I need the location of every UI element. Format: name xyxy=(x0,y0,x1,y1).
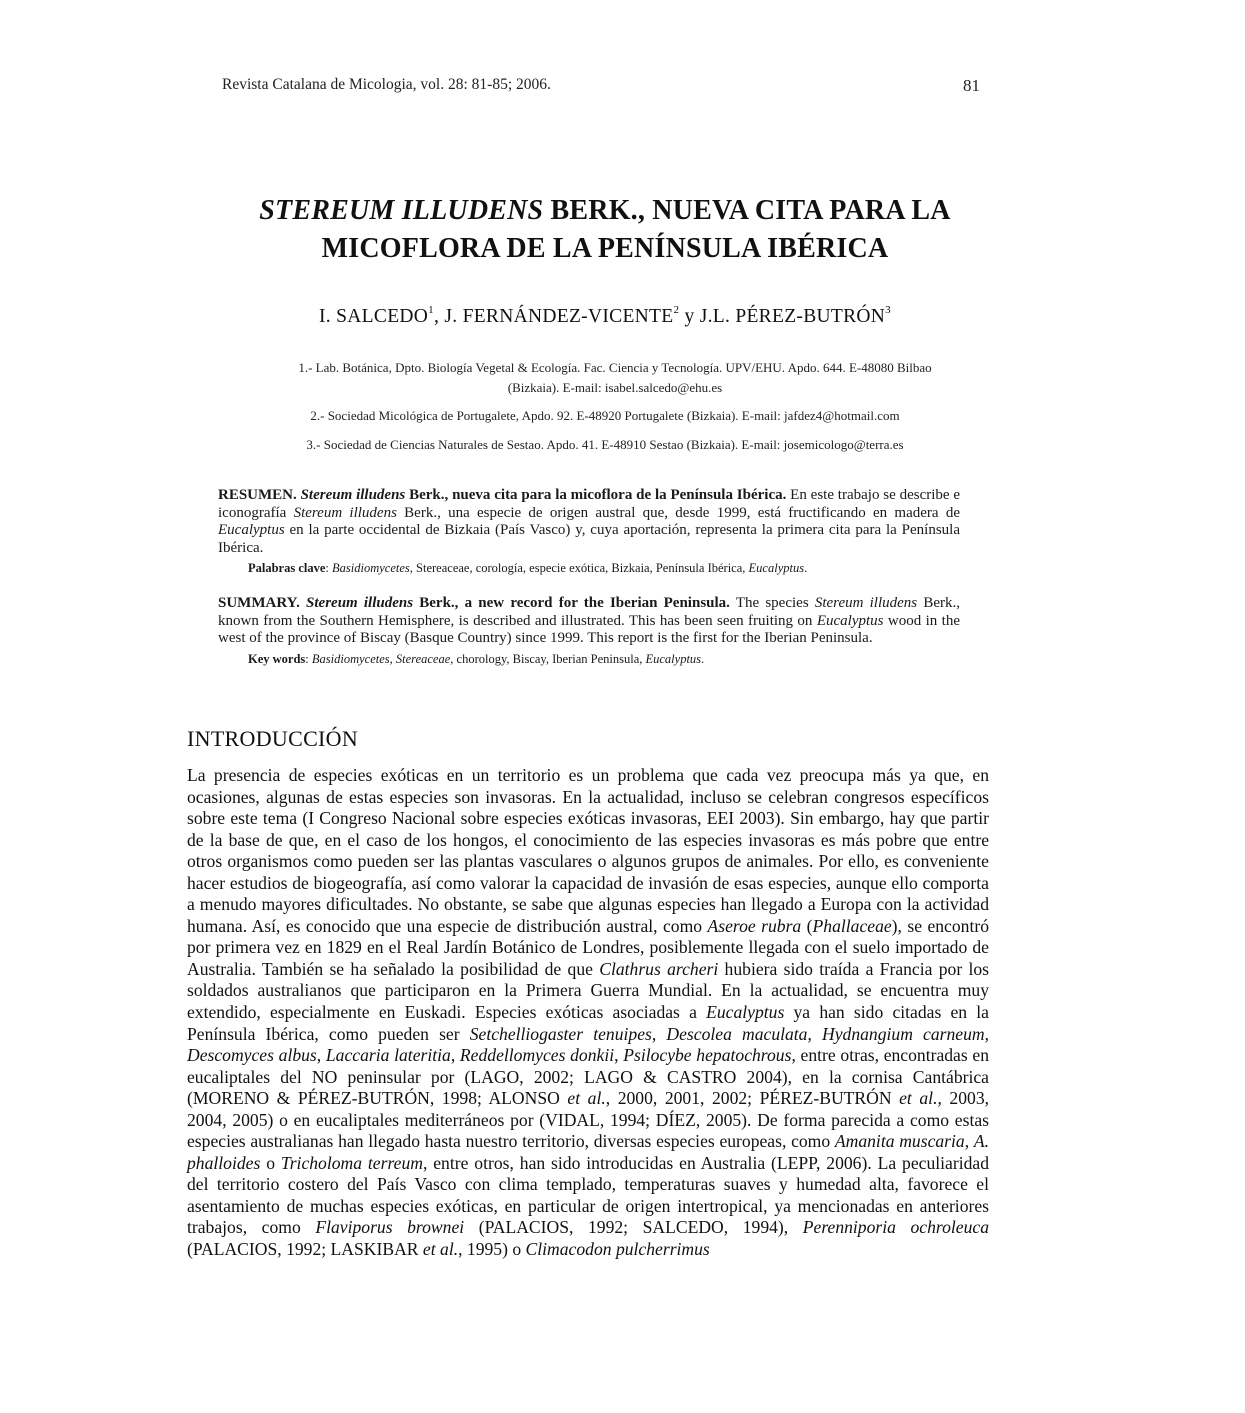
species-name: Clathrus archeri xyxy=(599,958,719,979)
intro-text: o xyxy=(260,1152,281,1173)
palabras-clave-label: Palabras clave xyxy=(248,561,326,575)
author-3-affil-mark: 3 xyxy=(885,304,891,316)
title-species: STEREUM ILLUDENS xyxy=(259,195,544,226)
affiliation-2: 2.- Sociedad Micológica de Portugalete, Apdo. 92. E-48920 Portugalete (Bizkaia). E-mail: jafdez4@hotmail.com xyxy=(310,408,900,423)
intro-text: , entre otras, encontradas en eucaliptales del NO peninsular por (LAGO, 2002; LAGO & CASTRO 2004), en la cornisa Cantábrica (MORENO & PÉREZ-BUTRÓN, 1998; ALONSO xyxy=(187,1045,990,1109)
intro-text: La presencia de especies exóticas en un territorio es un problema que cada vez preocupa más ya que, en ocasiones, algunas de estas especies son invasoras. En la actualidad, incluso se celebran congresos específicos sobre este tema (I Congreso Nacional sobre especies exóticas invasoras, EEI 2003). Sin embargo, hay que partir de la base de que, en el caso de los hongos, el conocimiento de las especies invasoras es más pobre que entre otros organismos como pueden ser las plantas vasculares o algunos grupos de animales. Por ello, es conveniente hacer estudios de biogeografía, así como valorar la capacidad de invasión de esas especies, aunque ello comporta a menudo mayores dificultades. No obstante, se sabe que algunas especies han llegado a Europa con la actividad humana. Así, es conocido que una especie de distribución austral, como xyxy=(187,765,989,936)
intro-text: , entre otros, han sido introducidas en Australia (LEPP, 2006). La peculiaridad del territorio costero del País Vasco con clima templado, temperaturas suaves y humedad alta, favorece el asentamiento de muchas especies exóticas, en particular de origen intertropical, ya mencionadas en anteriores trabajos, como xyxy=(187,1152,989,1238)
affiliation-1 xyxy=(255,358,975,398)
palabras-clave-mid: , Stereaceae, corología, especie exótica, Bizkaia, Península Ibérica, xyxy=(409,561,749,575)
resumen-text-1: En este trabajo se describe e iconografía xyxy=(218,487,961,521)
summary-text-1: The species xyxy=(729,595,815,611)
species-name: A. phalloides xyxy=(187,1131,989,1173)
resumen-text-3: en la parte occidental de Bizkaia (País Vasco) y, cuya aportación, representa la primera cita para la Península Ibérica. xyxy=(218,522,960,556)
affiliation-1-line2: (Bizkaia). E-mail: isabel.salcedo@ehu.es xyxy=(507,380,723,395)
species-name: Psilocybe hepatochrous xyxy=(623,1045,792,1066)
palabras-clave xyxy=(218,560,960,578)
palabras-clave-end: . xyxy=(804,561,808,575)
et-al: et al. xyxy=(567,1088,606,1109)
species-name: Setchelliogaster tenuipes xyxy=(469,1023,652,1044)
intro-text: ya han sido citadas en la Península Ibérica, como pueden ser xyxy=(187,1002,989,1044)
resumen-title-species: Stereum illudens xyxy=(300,487,406,503)
intro-text: , xyxy=(964,1131,974,1152)
resumen-block xyxy=(218,487,960,578)
journal-citation: Revista Catalana de Micologia, vol. 28: 81-85; 2006. xyxy=(222,76,551,93)
resumen-paragraph xyxy=(218,487,960,557)
palabras-clave-1: Basidiomycetes xyxy=(332,561,410,575)
summary-species: Stereum illudens xyxy=(814,595,918,611)
summary-label: SUMMARY. xyxy=(218,595,300,611)
species-name: Hydnangium carneum xyxy=(822,1023,985,1044)
introduccion-paragraph xyxy=(187,765,989,1261)
intro-text: , 2003, 2004, 2005) o en eucaliptales mediterráneos por (VIDAL, 1994; DÍEZ, 2005). De forma parecida a como estas especies australianas han llegado hasta nuestro territorio, diversas especies europeas, como xyxy=(187,1088,990,1152)
author-list xyxy=(180,304,1030,328)
summary-text-3: wood in the west of the province of Biscay (Basque Country) since 1999. This report is the first for the Iberian Peninsula. xyxy=(218,612,960,646)
intro-text: , xyxy=(651,1023,667,1044)
paper-title xyxy=(180,192,1030,268)
key-words-colon: : xyxy=(305,651,312,666)
resumen-label: RESUMEN. xyxy=(218,487,297,503)
intro-text: , xyxy=(984,1023,990,1044)
summary-paragraph xyxy=(218,595,960,648)
palabras-clave-2: Eucalyptus xyxy=(748,561,805,575)
intro-text: , xyxy=(450,1045,460,1066)
intro-text: , xyxy=(316,1045,326,1066)
species-name: Phallaceae xyxy=(812,915,892,936)
summary-text-2: Berk., known from the Southern Hemisphere, is described and illustrated. This has been seen fruiting on xyxy=(218,595,960,629)
intro-text: hubiera sido traída a Francia por los soldados australianos que participaron en la Primera Guerra Mundial. En la actualidad, se encuentra muy extendido, especialmente en Euskadi. Especies exóticas asociadas a xyxy=(187,958,989,1023)
author-2: , J. FERNÁNDEZ-VICENTE xyxy=(433,306,674,327)
et-al: et al. xyxy=(422,1239,459,1260)
species-name: Descolea maculata xyxy=(666,1023,808,1044)
affiliation-3: 3.- Sociedad de Ciencias Naturales de Sestao. Apdo. 41. E-48910 Sestao (Bizkaia). E-mail: josemicologo@terra.es xyxy=(306,437,904,452)
species-name: Reddellomyces donkii xyxy=(459,1045,615,1066)
intro-text: , 2000, 2001, 2002; PÉREZ-BUTRÓN xyxy=(605,1088,900,1109)
resumen-title-rest: Berk., nueva cita para la micoflora de la Península Ibérica. xyxy=(405,487,787,503)
species-name: Laccaria lateritia xyxy=(325,1045,451,1066)
author-2-affil-mark: 2 xyxy=(673,304,680,316)
species-name: Flaviporus brownei xyxy=(315,1217,465,1238)
title-line2: MICOFLORA DE LA PENÍNSULA IBÉRICA xyxy=(321,233,889,264)
author-1-affil-mark: 1 xyxy=(428,304,434,316)
author-1: I. SALCEDO xyxy=(319,306,429,327)
intro-text: (PALACIOS, 1992; LASKIBAR xyxy=(187,1239,423,1260)
key-words-end: . xyxy=(701,651,705,666)
species-name: Perenniporia ochroleuca xyxy=(802,1217,990,1238)
key-words-label: Key words xyxy=(248,651,306,666)
page-number: 81 xyxy=(963,76,980,95)
author-3: y J.L. PÉREZ-BUTRÓN xyxy=(679,306,886,327)
species-name: Aseroe rubra xyxy=(707,915,802,936)
intro-text: , xyxy=(614,1045,624,1066)
title-line1-rest: BERK., NUEVA CITA PARA LA xyxy=(543,195,951,226)
palabras-clave-colon: : xyxy=(325,561,333,575)
species-name: Tricholoma terreum xyxy=(280,1152,423,1173)
key-words-1: Basidiomycetes, Stereaceae xyxy=(311,651,451,666)
intro-text: , xyxy=(807,1023,823,1044)
affiliation-1-line1: 1.- Lab. Botánica, Dpto. Biología Vegetal & Ecología. Fac. Ciencia y Tecnología. UPV/EHU. Apdo. 644. E-48080 Bilbao xyxy=(298,360,932,375)
species-name: Amanita muscaria xyxy=(834,1131,965,1152)
key-words-2: Eucalyptus xyxy=(645,651,702,666)
intro-text: ( xyxy=(801,915,813,936)
summary-title-rest: Berk., a new record for the Iberian Peninsula. xyxy=(413,595,730,611)
summary-title-species: Stereum illudens xyxy=(306,595,414,611)
summary-genus: Eucalyptus xyxy=(816,612,884,629)
resumen-text-2: Berk., una especie de origen austral que, desde 1999, está fructificando en madera de xyxy=(396,504,960,521)
resumen-species: Stereum illudens xyxy=(293,504,397,521)
species-name: Eucalyptus xyxy=(706,1002,785,1023)
species-name: Climacodon pulcherrimus xyxy=(525,1239,710,1260)
intro-text: ), se encontró por primera vez en 1829 en el Real Jardín Botánico de Londres, posiblemente llegada con el suelo importado de Australia. También se ha señalado la posibilidad de que xyxy=(187,915,990,979)
intro-text: , 1995) o xyxy=(458,1239,526,1260)
resumen-genus: Eucalyptus xyxy=(218,522,285,538)
intro-text: (PALACIOS, 1992; SALCEDO, 1994), xyxy=(464,1217,803,1238)
key-words xyxy=(218,651,960,669)
species-name: Descomyces albus xyxy=(187,1045,317,1066)
summary-block xyxy=(218,595,960,668)
section-heading-introduccion: INTRODUCCIÓN xyxy=(187,726,359,751)
key-words-mid: , chorology, Biscay, Iberian Peninsula, xyxy=(450,651,646,666)
et-al: et al. xyxy=(899,1088,938,1109)
